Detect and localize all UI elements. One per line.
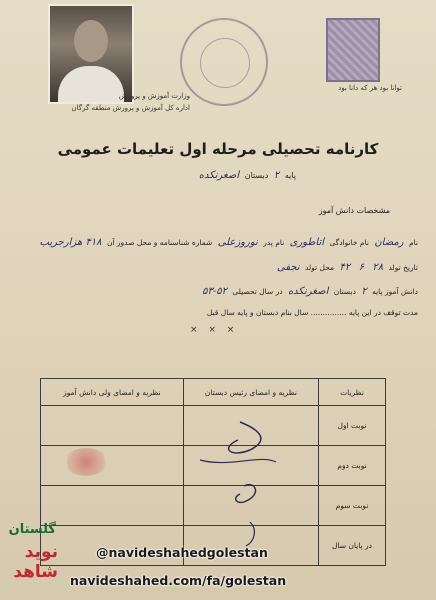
guardian-signature-cell bbox=[41, 486, 184, 526]
separator-marks: × × × bbox=[190, 325, 239, 335]
father-label: نام پدر bbox=[263, 238, 285, 247]
logo-bottom-text: نوید شاهد bbox=[13, 542, 58, 582]
field-line-name bbox=[18, 237, 418, 248]
photo-shirt bbox=[58, 66, 124, 102]
col-header-notes: نظریات bbox=[319, 379, 386, 406]
dob-year: ۴۲ bbox=[339, 262, 351, 273]
ministry-name: وزارت آموزش و پرورش bbox=[118, 92, 190, 100]
dob-month: ۶ bbox=[358, 262, 364, 273]
row-label: نوبت سوم bbox=[319, 486, 386, 526]
lion-and-sun-seal bbox=[180, 18, 268, 106]
field-line-birth bbox=[18, 262, 418, 273]
birthplace-label: محل تولد bbox=[304, 263, 335, 272]
prev-school-label: سال بنام دبستان و پایه سال قبل bbox=[206, 308, 309, 317]
photo-face bbox=[74, 20, 108, 62]
motto-text: توانا بود هر که دانا بود bbox=[338, 84, 402, 92]
year-value: ۵۲-۵۳ bbox=[202, 286, 227, 297]
enroll-grade-label: دانش آموز پایه bbox=[372, 287, 418, 296]
golestan-logo bbox=[2, 522, 58, 592]
seal-emblem bbox=[200, 38, 250, 88]
grade-row bbox=[196, 170, 296, 181]
fingerprint-mark bbox=[64, 448, 108, 476]
field-line-enrollment bbox=[18, 286, 418, 297]
grade-value: ۲ bbox=[273, 170, 280, 181]
father-value: نوروزعلی bbox=[217, 237, 258, 248]
field-line-pause: مدت توقف در این پایه ............... سال بنام دبستان و پایه سال قبل bbox=[206, 308, 418, 317]
document-title: کارنامه تحصیلی مرحله اول تعلیمات عمومی bbox=[57, 140, 379, 158]
signature-scribbles bbox=[180, 410, 300, 550]
guardian-signature-cell bbox=[41, 446, 184, 486]
col-header-principal: نظریه و امضای رئیس دبستان bbox=[183, 379, 318, 406]
enroll-school-value: اصغرنکده bbox=[287, 286, 329, 297]
office-name: اداره کل آموزش و پرورش منطقه گرگان bbox=[71, 104, 190, 112]
school-label: دبستان bbox=[244, 171, 269, 180]
grade-prefix: پایه bbox=[284, 171, 296, 180]
year-label: در سال تحصیلی bbox=[232, 287, 283, 296]
logo-top-text: گلستان bbox=[8, 522, 56, 537]
id-label: شماره شناسنامه و محل صدور آن bbox=[106, 238, 213, 247]
dob-day: ۲۸ bbox=[372, 262, 384, 273]
school-name: اصغرنکده bbox=[198, 170, 240, 181]
name-value: رمضان bbox=[374, 237, 404, 248]
guardian-signature-cell bbox=[41, 406, 184, 446]
dob-label: تاریخ تولد bbox=[388, 263, 418, 272]
family-label: نام خانوادگی bbox=[329, 238, 369, 247]
watermark-url: navideshahed.com/fa/golestan bbox=[70, 573, 287, 588]
row-label: نوبت دوم bbox=[319, 446, 386, 486]
col-header-guardian: نظریه و امضای ولی دانش آموز bbox=[41, 379, 184, 406]
section-title: مشخصات دانش آموز bbox=[318, 206, 390, 215]
pause-label: مدت توقف در این پایه bbox=[348, 308, 418, 317]
enroll-grade-value: ۲ bbox=[361, 286, 367, 297]
watermark-handle: @navideshahedgolestan bbox=[96, 545, 268, 560]
family-value: آتاطوری bbox=[289, 237, 325, 248]
revenue-stamp bbox=[326, 18, 380, 82]
name-label: نام bbox=[408, 238, 418, 247]
student-photo bbox=[48, 4, 134, 104]
enroll-school-label: دبستان bbox=[333, 287, 356, 296]
birthplace-value: نجفی bbox=[276, 262, 300, 273]
row-label: در پایان سال bbox=[319, 526, 386, 566]
row-label: نوبت اول bbox=[319, 406, 386, 446]
id-value: ۴۱۸ هزارجریب bbox=[39, 237, 102, 248]
